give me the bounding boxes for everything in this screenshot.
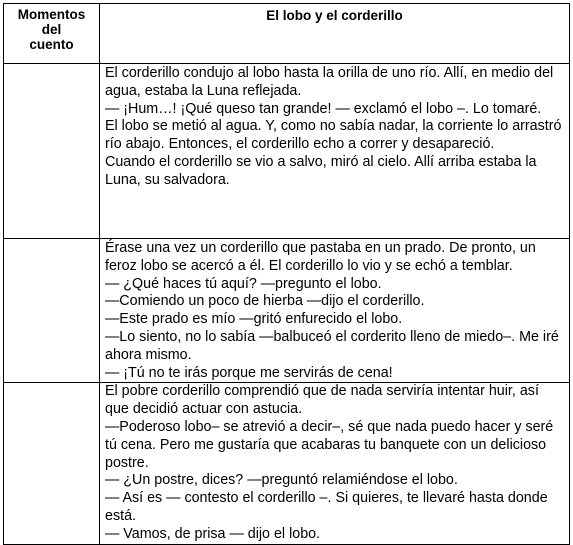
table-row <box>4 64 570 239</box>
story-text-cell <box>100 383 570 544</box>
story-text-cell <box>100 239 570 383</box>
moments-header-line: del <box>41 22 62 37</box>
story-paragraph: — Así es — contesto el corderillo –. Si quieres, te llevaré hasta donde está. <box>105 490 548 524</box>
story-paragraph: Cuando el corderillo se vio a salvo, miró al cielo. Allí arriba estaba la Luna, su salvadora. <box>105 153 537 188</box>
story-paragraph: — ¡Hum…! ¡Qué queso tan grande! — exclamó el lobo –. Lo tomaré. <box>105 100 542 117</box>
story-paragraph: — Vamos, de prisa — dijo el lobo. <box>105 525 321 542</box>
moments-header-line: cuento <box>29 37 74 52</box>
moments-column-header <box>4 4 100 64</box>
story-paragraph: Érase una vez un corderillo que pastaba en un prado. De pronto, un feroz lobo se acercó a él. El corderillo lo vio y se echó a temblar. <box>105 240 536 274</box>
story-paragraph: —Lo siento, no lo sabía —balbuceó el corderito lleno de miedo–. Me iré ahora mismo. <box>105 328 559 363</box>
moment-cell[interactable] <box>4 383 100 544</box>
story-paragraph: El lobo se metió al agua. Y, como no sabía nadar, la corriente lo arrastró río abajo. Entonces, el corderillo echo a correr y desapareció. <box>105 118 562 153</box>
moment-cell[interactable] <box>4 239 100 383</box>
moments-header-line: Momentos <box>17 7 86 22</box>
story-paragraph: El pobre corderillo comprendió que de nada serviría intentar huir, así que decidió actuar con astucia. <box>105 383 539 418</box>
moment-cell[interactable] <box>4 64 100 239</box>
story-paragraph: El corderillo condujo al lobo hasta la orilla de uno río. Allí, en medio del agua, estaba la Luna reflejada. <box>105 65 554 99</box>
story-paragraph: — ¿Qué haces tú aquí? —pregunto el lobo. <box>105 275 382 292</box>
header-row <box>4 4 570 64</box>
story-paragraph: — ¡Tú no te irás porque me servirás de cena! <box>105 364 393 381</box>
story-text-cell <box>100 64 570 239</box>
story-paragraph: —Poderoso lobo– se atrevió a decir–, sé que nada puedo hacer y seré tú cena. Pero me gustaría que acabaras tu banquete con un delicioso postre. <box>105 418 554 471</box>
story-paragraph: — ¿Un postre, dices? —preguntó relamiéndose el lobo. <box>105 472 458 489</box>
table-row <box>4 239 570 383</box>
table-row <box>4 383 570 544</box>
story-title-header: El lobo y el corderillo <box>100 4 570 64</box>
story-table <box>3 3 570 545</box>
story-paragraph: —Comiendo un poco de hierba —dijo el corderillo. <box>105 293 425 310</box>
story-paragraph: —Este prado es mío —gritó enfurecido el lobo. <box>105 311 403 328</box>
